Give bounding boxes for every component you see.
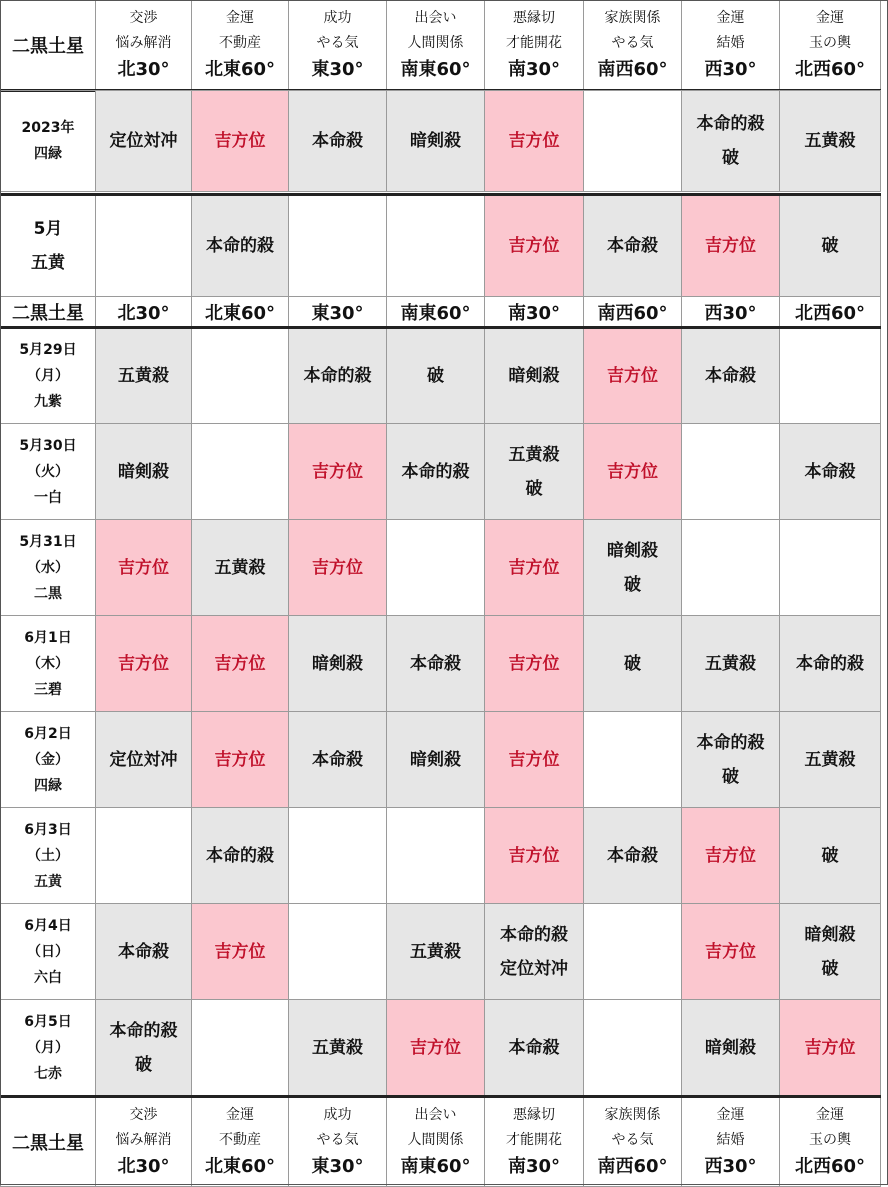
purpose-label: 結婚: [716, 1132, 745, 1148]
purpose-label: 悩み解消: [115, 35, 172, 51]
unlucky-direction-cell: [584, 195, 682, 297]
unlucky-direction-cell: [96, 328, 192, 424]
purpose-label: 玉の輿: [809, 1132, 851, 1148]
empty-cell: [780, 328, 881, 424]
unlucky-direction-cell: [96, 904, 192, 1000]
purpose-label: 出会い: [414, 1107, 457, 1123]
unlucky-direction-cell: [192, 808, 289, 904]
cell-text: 吉方位: [508, 653, 560, 674]
unlucky-direction-cell: [96, 91, 192, 192]
top-header-direction-2: [289, 1, 387, 91]
lucky-direction-cell: [289, 520, 387, 616]
row-label: [1, 520, 96, 616]
bottom-header-direction-2: [289, 1097, 387, 1187]
row-label-line: （火）: [27, 463, 69, 480]
purpose-label: 出会い: [414, 10, 457, 26]
direction-label: 南西60°: [597, 59, 668, 80]
unlucky-direction-cell: [387, 91, 485, 192]
row-label: [1, 328, 96, 424]
unlucky-direction-cell: [96, 424, 192, 520]
bottom-header-direction-7: [780, 1097, 881, 1187]
direction-label: 南西60°: [597, 1156, 668, 1177]
cell-text: 本命的殺: [401, 461, 470, 482]
cell-text: 五黄殺: [804, 131, 856, 151]
row-label-line: 5月: [33, 219, 63, 239]
cell-text: 破: [821, 236, 839, 256]
day-row: [1, 328, 881, 424]
cell-text: 吉方位: [508, 845, 560, 866]
unlucky-direction-cell: [584, 616, 682, 712]
cell-text: 五黄殺: [312, 1037, 363, 1058]
cell-text: 吉方位: [508, 557, 560, 578]
cell-text: 五黄殺: [214, 557, 266, 578]
cell-text: 五黄殺: [508, 444, 560, 465]
cell-text: 定位対冲: [109, 749, 178, 770]
lucky-direction-cell: [682, 195, 780, 297]
year-row-table: [0, 90, 881, 192]
unlucky-direction-cell: [96, 1000, 192, 1096]
unlucky-direction-cell: [289, 712, 387, 808]
strip-direction: 西30°: [682, 297, 780, 327]
cell-text: 本命的殺: [206, 236, 274, 256]
cell-text: 暗剣殺: [804, 924, 856, 945]
top-header-direction-6: [682, 1, 780, 91]
lucky-direction-cell: [682, 904, 780, 1000]
row-label-line: 6月5日: [24, 1013, 72, 1030]
unlucky-direction-cell: [584, 520, 682, 616]
purpose-label: 玉の輿: [809, 35, 851, 51]
purpose-label: 人間関係: [407, 35, 464, 51]
purpose-label: 悪縁切: [513, 1107, 555, 1123]
row-label-line: 6月2日: [24, 725, 72, 742]
unlucky-direction-cell: [485, 328, 584, 424]
row-label-line: （土）: [27, 847, 69, 864]
purpose-label: 金運: [716, 10, 745, 26]
unlucky-direction-cell: [192, 520, 289, 616]
cell-text: 本命的殺: [303, 366, 372, 386]
top-header-direction-5: [584, 1, 682, 91]
row-label: [1, 808, 96, 904]
row-label-line: 四緑: [34, 777, 62, 794]
purpose-label: 悩み解消: [115, 1132, 172, 1148]
purpose-label: 交渉: [129, 10, 158, 26]
cell-text: 暗剣殺: [410, 131, 461, 151]
cell-text: 吉方位: [508, 131, 560, 151]
empty-cell: [387, 808, 485, 904]
strip-direction: 北西60°: [780, 297, 881, 327]
day-row: [1, 424, 881, 520]
row-label: [1, 424, 96, 520]
cell-text: 吉方位: [705, 236, 756, 256]
lucky-direction-cell: [584, 328, 682, 424]
cell-text: 本命的殺: [696, 114, 765, 134]
cell-text: 本命的殺: [109, 1020, 178, 1041]
cell-text: 破: [427, 366, 444, 386]
purpose-label: 交渉: [129, 1107, 158, 1123]
row-label-line: （月）: [27, 368, 69, 384]
row-label-line: （日）: [27, 943, 69, 960]
cell-text: 本命殺: [705, 366, 756, 386]
day-row: [1, 712, 881, 808]
cell-text: 暗剣殺: [705, 1037, 756, 1058]
cell-text: 五黄殺: [705, 653, 756, 674]
lucky-direction-cell: [584, 424, 682, 520]
bottom-header-row: [1, 1097, 881, 1187]
unlucky-direction-cell: [96, 712, 192, 808]
top-header-direction-7: [780, 1, 881, 91]
cell-text: 破: [722, 766, 739, 787]
unlucky-direction-cell: [780, 424, 881, 520]
row-label-line: 一白: [34, 489, 62, 506]
bottom-header-direction-4: [485, 1097, 584, 1187]
empty-cell: [289, 808, 387, 904]
cell-text: 吉方位: [508, 749, 560, 770]
purpose-label: 悪縁切: [513, 10, 555, 26]
empty-cell: [289, 904, 387, 1000]
row-label: [1, 195, 96, 297]
row-label-line: （木）: [27, 655, 69, 672]
lucky-direction-cell: [485, 520, 584, 616]
lucky-direction-cell: [387, 1000, 485, 1096]
direction-label: 北30°: [117, 59, 170, 80]
empty-cell: [584, 712, 682, 808]
top-header-direction-0: [96, 1, 192, 91]
cell-text: 吉方位: [118, 653, 169, 674]
bottom-header-direction-6: [682, 1097, 780, 1187]
cell-text: 吉方位: [312, 461, 363, 482]
cell-text: 吉方位: [804, 1037, 856, 1058]
cell-text: 本命殺: [607, 845, 658, 866]
cell-text: 吉方位: [312, 557, 363, 578]
empty-cell: [192, 1000, 289, 1096]
top-header-star-label: 二黒土星: [1, 1, 96, 91]
bottom-header-table: [0, 1095, 881, 1187]
empty-cell: [289, 195, 387, 297]
row-label-line: 九紫: [34, 394, 62, 410]
empty-cell: [192, 424, 289, 520]
cell-text: 本命的殺: [206, 845, 274, 866]
empty-cell: [96, 195, 192, 297]
lucky-direction-cell: [192, 712, 289, 808]
unlucky-direction-cell: [387, 616, 485, 712]
unlucky-direction-cell: [682, 712, 780, 808]
cell-text: 定位対冲: [109, 131, 178, 151]
empty-cell: [192, 328, 289, 424]
top-header-row: [1, 1, 881, 91]
direction-label: 南東60°: [400, 59, 471, 80]
unlucky-direction-cell: [289, 616, 387, 712]
strip-star-label: 二黒土星: [1, 297, 96, 327]
cell-text: 本命殺: [804, 461, 856, 482]
day-row: [1, 904, 881, 1000]
unlucky-direction-cell: [387, 904, 485, 1000]
unlucky-direction-cell: [584, 808, 682, 904]
top-header-direction-4: [485, 1, 584, 91]
year-row: [1, 91, 881, 192]
row-label-line: 5月30日: [19, 437, 77, 454]
row-label-line: （金）: [27, 751, 69, 768]
direction-label: 西30°: [704, 1156, 757, 1177]
purpose-label: 金運: [816, 10, 844, 26]
top-header-direction-1: [192, 1, 289, 91]
cell-text: 暗剣殺: [607, 540, 658, 561]
cell-text: 吉方位: [705, 845, 756, 866]
cell-text: 暗剣殺: [312, 653, 363, 674]
empty-cell: [584, 91, 682, 192]
bottom-header-direction-3: [387, 1097, 485, 1187]
cell-text: 吉方位: [508, 236, 560, 256]
purpose-label: やる気: [611, 35, 654, 51]
row-label-line: 5月31日: [19, 533, 77, 550]
unlucky-direction-cell: [387, 424, 485, 520]
direction-strip: [1, 297, 881, 327]
cell-text: 吉方位: [118, 557, 169, 578]
purpose-label: 不動産: [219, 1132, 261, 1148]
empty-cell: [584, 904, 682, 1000]
unlucky-direction-cell: [485, 904, 584, 1000]
month-row: [1, 195, 881, 297]
empty-cell: [584, 1000, 682, 1096]
empty-cell: [387, 195, 485, 297]
row-label-line: 七赤: [34, 1065, 62, 1082]
empty-cell: [96, 808, 192, 904]
strip-direction: 北東60°: [192, 297, 289, 327]
row-label-line: 二黒: [34, 585, 62, 602]
cell-text: 本命殺: [312, 131, 363, 151]
direction-label: 東30°: [311, 1156, 364, 1177]
purpose-label: やる気: [611, 1132, 654, 1148]
strip-direction: 南西60°: [584, 297, 682, 327]
lucky-direction-cell: [485, 808, 584, 904]
lucky-direction-cell: [485, 712, 584, 808]
cell-text: 破: [821, 958, 839, 979]
cell-text: 五黄殺: [410, 941, 461, 962]
empty-cell: [387, 520, 485, 616]
unlucky-direction-cell: [780, 616, 881, 712]
bottom-header-direction-0: [96, 1097, 192, 1187]
lucky-direction-cell: [682, 808, 780, 904]
purpose-label: 才能開花: [506, 35, 562, 51]
direction-label: 東30°: [311, 59, 364, 80]
row-label-line: 5月29日: [19, 342, 77, 358]
lucky-direction-cell: [96, 616, 192, 712]
cell-text: 暗剣殺: [410, 749, 461, 770]
row-label: [1, 1000, 96, 1096]
cell-text: 五黄殺: [118, 366, 169, 386]
cell-text: 本命殺: [118, 941, 169, 962]
strip-direction: 東30°: [289, 297, 387, 327]
row-label-line: 六白: [34, 969, 62, 986]
row-label-line: 四緑: [34, 146, 62, 162]
daily-table: [0, 326, 881, 1096]
unlucky-direction-cell: [780, 904, 881, 1000]
empty-cell: [682, 424, 780, 520]
cell-text: 本命的殺: [796, 653, 864, 674]
cell-text: 破: [135, 1054, 152, 1075]
cell-text: 吉方位: [214, 131, 266, 151]
cell-text: 破: [624, 653, 641, 674]
cell-text: 破: [525, 478, 543, 499]
strip-direction: 北30°: [96, 297, 192, 327]
unlucky-direction-cell: [682, 328, 780, 424]
row-label: [1, 91, 96, 192]
strip-direction: 南30°: [485, 297, 584, 327]
bottom-header-star-label: 二黒土星: [1, 1097, 96, 1187]
unlucky-direction-cell: [192, 195, 289, 297]
day-row: [1, 1000, 881, 1096]
cell-text: 本命殺: [607, 236, 658, 256]
unlucky-direction-cell: [682, 1000, 780, 1096]
direction-label: 南30°: [507, 1156, 561, 1177]
lucky-direction-cell: [485, 195, 584, 297]
purpose-label: 金運: [226, 1107, 254, 1123]
purpose-label: 人間関係: [407, 1132, 464, 1148]
day-row: [1, 808, 881, 904]
purpose-label: 成功: [323, 1107, 352, 1123]
cell-text: 暗剣殺: [508, 366, 560, 386]
lucky-direction-cell: [96, 520, 192, 616]
cell-text: 吉方位: [705, 941, 756, 962]
cell-text: 吉方位: [214, 749, 266, 770]
row-label-line: （月）: [27, 1039, 69, 1056]
month-row-table: [0, 193, 881, 327]
cell-text: 本命殺: [410, 653, 461, 674]
unlucky-direction-cell: [289, 328, 387, 424]
cell-text: 吉方位: [214, 941, 266, 962]
top-header-direction-3: [387, 1, 485, 91]
purpose-label: 金運: [226, 10, 254, 26]
row-label-line: 2023年: [21, 120, 75, 136]
lucky-direction-cell: [289, 424, 387, 520]
strip-direction: 南東60°: [387, 297, 485, 327]
unlucky-direction-cell: [289, 91, 387, 192]
purpose-label: 不動産: [219, 35, 261, 51]
purpose-label: 金運: [716, 1107, 745, 1123]
cell-text: 本命的殺: [500, 924, 568, 945]
lucky-direction-cell: [192, 91, 289, 192]
cell-text: 吉方位: [214, 653, 266, 674]
purpose-label: 成功: [323, 10, 352, 26]
direction-label: 北東60°: [204, 1156, 276, 1177]
row-label-line: 6月1日: [24, 629, 72, 646]
cell-text: 破: [722, 148, 739, 168]
unlucky-direction-cell: [485, 1000, 584, 1096]
lucky-direction-cell: [485, 616, 584, 712]
unlucky-direction-cell: [780, 712, 881, 808]
bottom-header-direction-5: [584, 1097, 682, 1187]
row-label-line: 三碧: [34, 681, 62, 698]
row-label: [1, 904, 96, 1000]
cell-text: 破: [624, 574, 641, 595]
row-label-line: 6月4日: [24, 917, 72, 934]
unlucky-direction-cell: [289, 1000, 387, 1096]
unlucky-direction-cell: [485, 424, 584, 520]
purpose-label: 家族関係: [604, 10, 661, 26]
unlucky-direction-cell: [682, 91, 780, 192]
empty-cell: [682, 520, 780, 616]
cell-text: 五黄殺: [804, 749, 856, 770]
lucky-direction-cell: [780, 1000, 881, 1096]
cell-text: 吉方位: [607, 366, 658, 386]
row-label: [1, 616, 96, 712]
unlucky-direction-cell: [682, 616, 780, 712]
purpose-label: 結婚: [716, 35, 745, 51]
empty-cell: [780, 520, 881, 616]
cell-text: 吉方位: [607, 461, 658, 482]
purpose-label: やる気: [316, 1132, 359, 1148]
row-label: [1, 712, 96, 808]
unlucky-direction-cell: [780, 808, 881, 904]
lucky-direction-cell: [485, 91, 584, 192]
row-label-line: （水）: [27, 559, 69, 576]
purpose-label: 金運: [816, 1107, 844, 1123]
cell-text: 本命的殺: [696, 732, 765, 753]
cell-text: 暗剣殺: [118, 461, 169, 482]
cell-text: 本命殺: [312, 749, 363, 770]
purpose-label: 家族関係: [604, 1107, 661, 1123]
direction-label: 北西60°: [794, 1156, 866, 1177]
unlucky-direction-cell: [780, 195, 881, 297]
lucky-direction-cell: [192, 904, 289, 1000]
lucky-direction-cell: [192, 616, 289, 712]
bottom-header-direction-1: [192, 1097, 289, 1187]
row-label-line: 6月3日: [24, 821, 72, 838]
direction-label: 南30°: [507, 59, 561, 80]
direction-label: 北東60°: [204, 59, 276, 80]
unlucky-direction-cell: [780, 91, 881, 192]
direction-label: 北西60°: [794, 59, 866, 80]
day-row: [1, 520, 881, 616]
unlucky-direction-cell: [387, 712, 485, 808]
cell-text: 本命殺: [508, 1037, 560, 1058]
direction-label: 南東60°: [400, 1156, 471, 1177]
cell-text: 吉方位: [410, 1037, 461, 1058]
purpose-label: やる気: [316, 35, 359, 51]
top-header-table: [0, 0, 881, 92]
purpose-label: 才能開花: [506, 1132, 562, 1148]
cell-text: 破: [821, 845, 839, 866]
row-label-line: 五黄: [31, 253, 65, 273]
cell-text: 定位対冲: [500, 958, 568, 979]
unlucky-direction-cell: [387, 328, 485, 424]
day-row: [1, 616, 881, 712]
direction-label: 西30°: [704, 59, 757, 80]
row-label-line: 五黄: [34, 873, 62, 890]
direction-label: 北30°: [117, 1156, 170, 1177]
